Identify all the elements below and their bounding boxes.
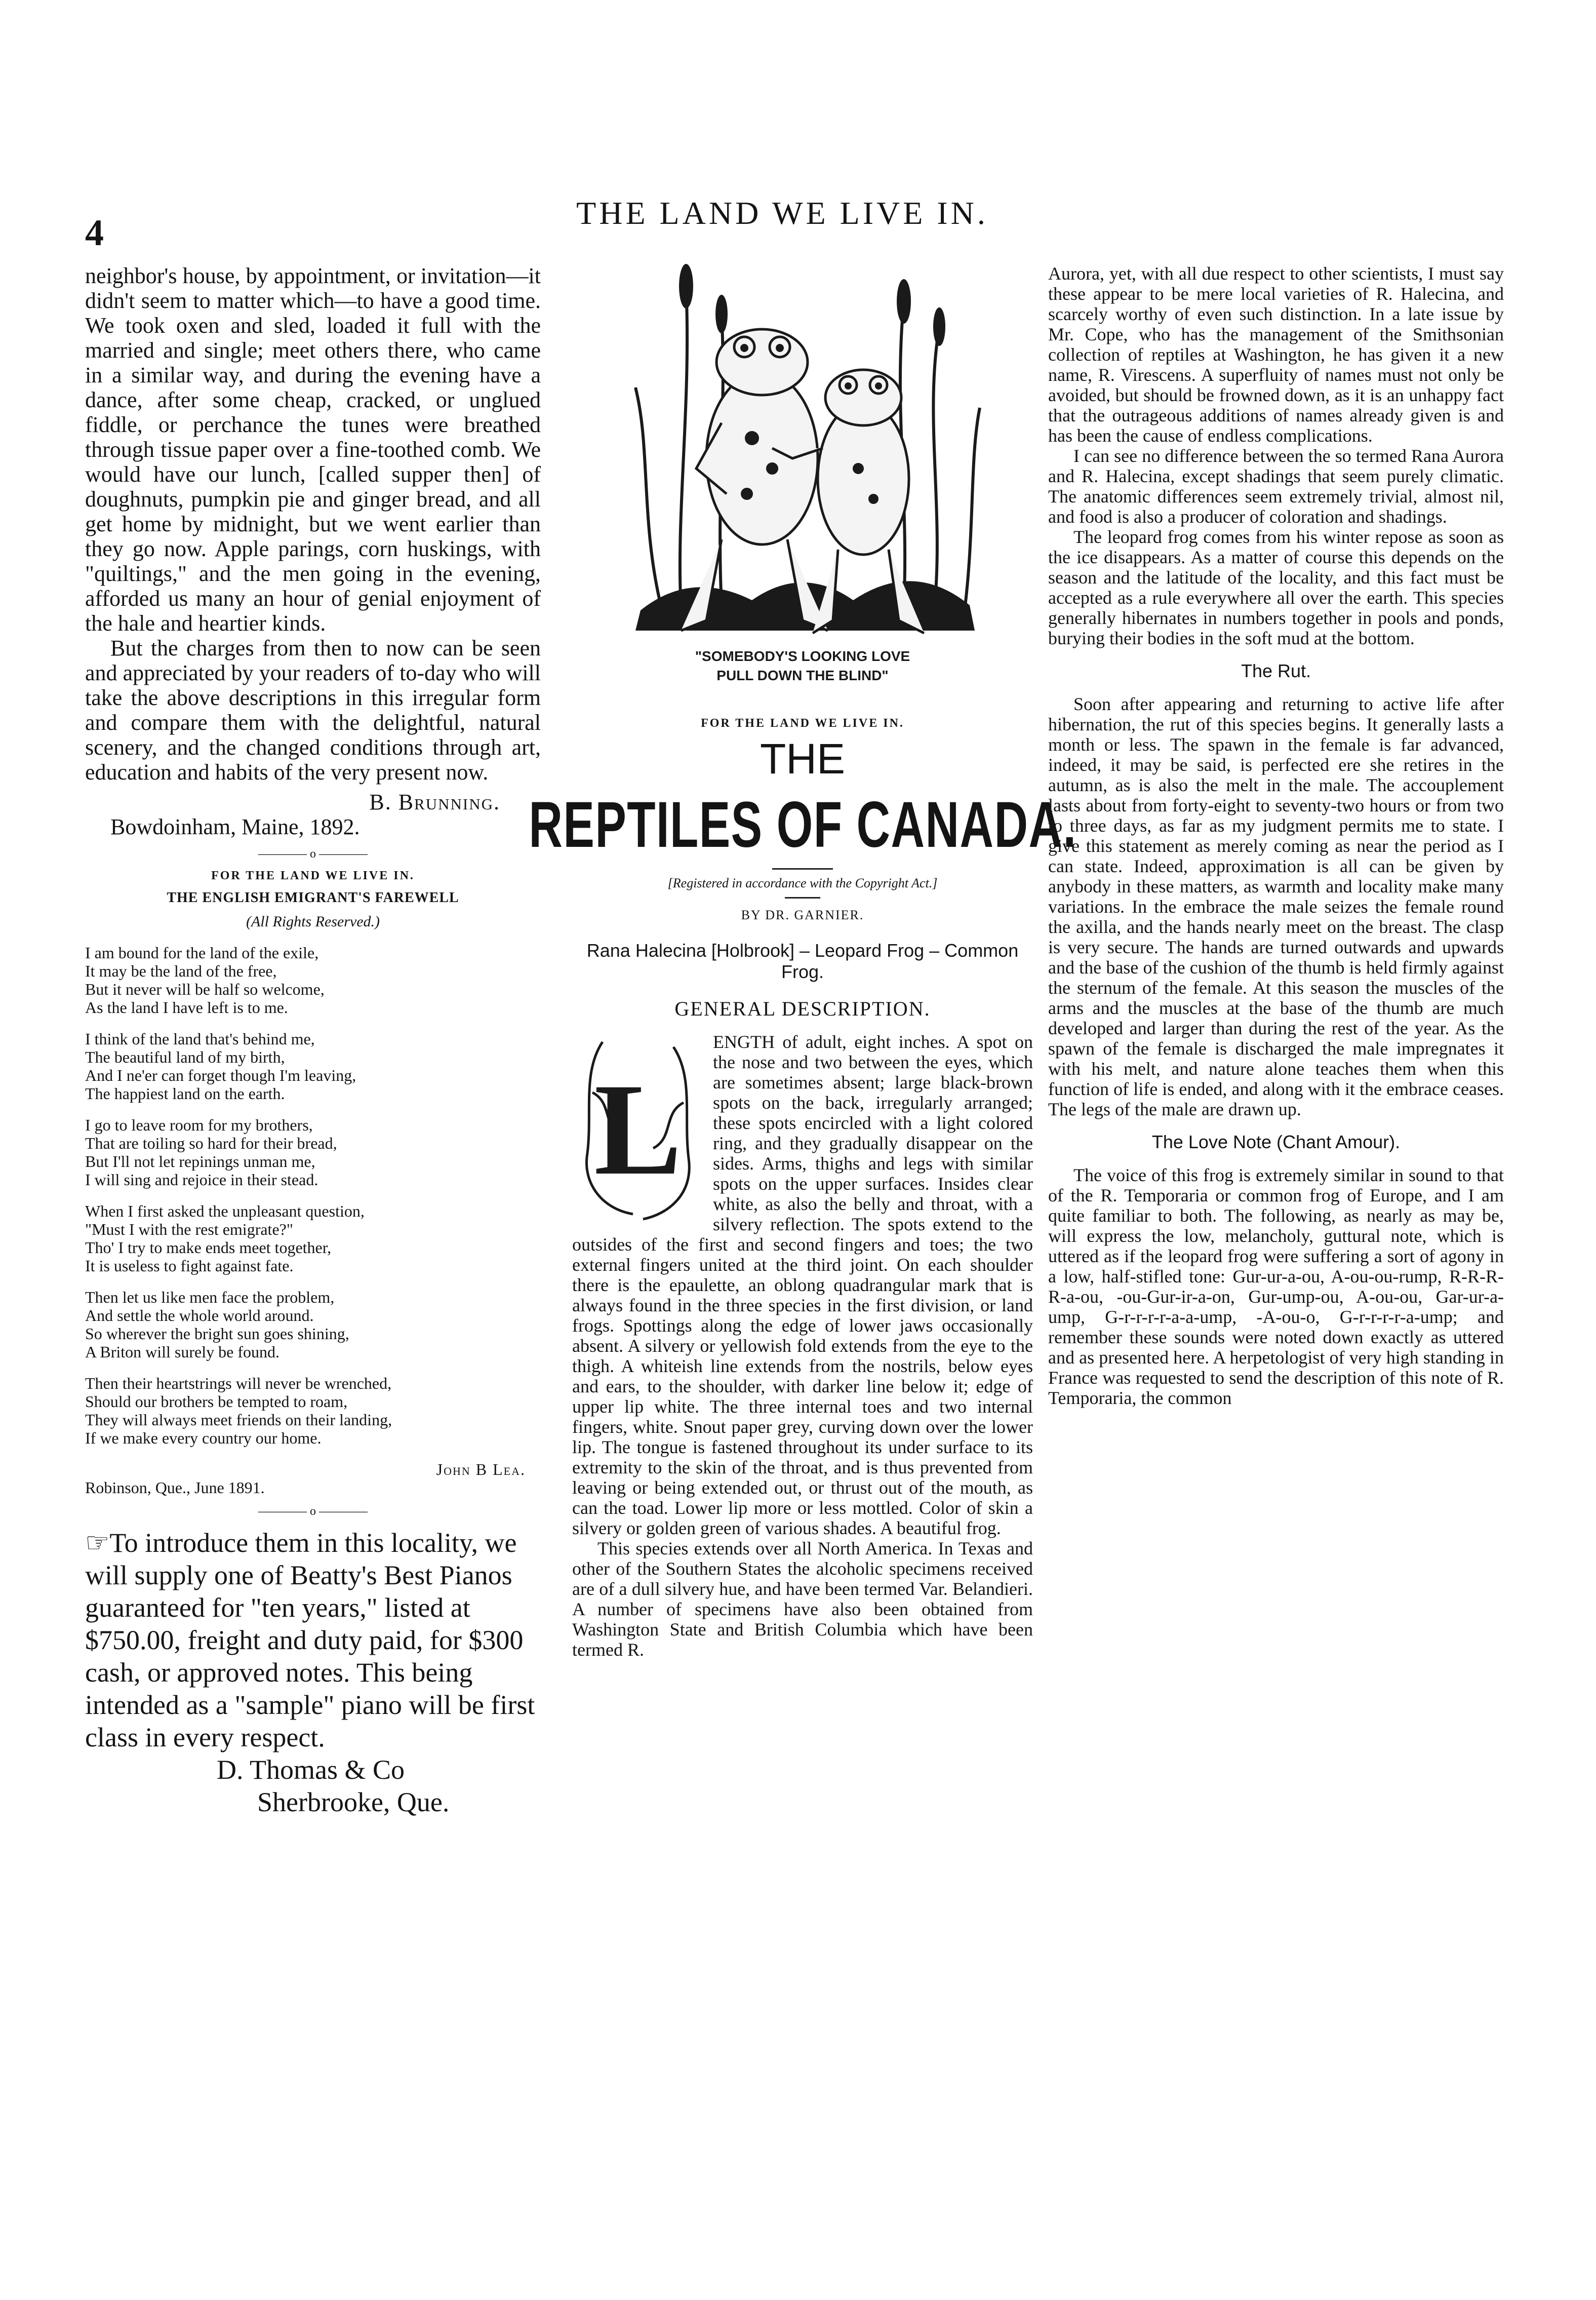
poem-line: That are toiling so hard for their bread, [85,1134,337,1152]
poem-line: The beautiful land of my birth, [85,1048,285,1066]
col2-paragraph-1-text: ENGTH of adult, eight inches. A spot on the nose and two between the eyes, which are sometimes absent; large black-brown spots on the back, irregularly arranged; these spots encircled with a light colored ring, and they gradually disappear on the sides. Arms, thighs and legs with similar spots on the upper surfaces. Insides clear white, as also the belly and throat, with a silvery reflection. The spots extend to the outsides of the first and second fingers and toes; the two external fingers united at the third joint. On each shoulder there is the epaulette, an oblong quadrangular mark that is always found in the three species in the first division, or land frogs. Spottings along the edge of lower jaws occasionally absent. A silvery or yellowish fold extends from the eye to the thigh. A whiteish line extends from the nostrils, below eyes and ears, to the shoulder, with darker line below it; edge of upper lip white. The three internal toes and two internal fingers, white. Snout paper grey, curving down over the lower lip. The tongue is fastened throughout its under surface to its extremity to the skin of the throat, and is thus prevented from leaving or being extended out, or thrust out of the mouth, as can the toad. Lower lip more or less mottled. Color of skin a silvery or golden green of various shades. A beautiful frog. [572,1032,1033,1538]
poem-line: I will sing and rejoice in their stead. [85,1171,318,1189]
divider [772,868,833,870]
poem-rights: (All Rights Reserved.) [246,913,380,930]
column-right [1048,263,1504,1408]
separator: ———— o ———— [258,847,368,861]
frog-couple-illustration [620,256,985,712]
poem-credit: FOR THE LAND WE LIVE IN. [211,869,415,882]
poem-line: Should our brothers be tempted to roam, [85,1392,348,1411]
poem-line: If we make every country our home. [85,1429,322,1447]
poem-line: "Must I with the rest emigrate?" [85,1220,293,1238]
stanza [85,1202,541,1275]
poem-line: Then let us like men face the problem, [85,1288,335,1306]
col1-paragraph-2: But the charges from then to now can be seen and appreciated by your readers of to-day who will take the above descriptions in this irregular form and compare them with the delightful, natural scenery, and the changed conditions through art, education and habits of the very present now. [85,636,541,785]
poem-line: I think of the land that's behind me, [85,1030,315,1048]
section-heading-love-note: The Love Note (Chant Amour). [1151,1132,1401,1152]
article-title: REPTILES OF CANADA. [528,789,1077,861]
ad-city: Sherbrooke, Que. [257,1787,450,1817]
poem-line: They will always meet friends on their landing, [85,1411,392,1429]
poem-line: It may be the land of the free, [85,962,277,980]
poem-line: As the land I have left is to me. [85,998,288,1017]
pointing-hand-icon: ☞ [85,1528,110,1558]
poem-line: I go to leave room for my brothers, [85,1116,313,1134]
poem-line: When I first asked the unpleasant question, [85,1202,365,1220]
ad-firm: D. Thomas & Co [217,1755,405,1785]
col2-paragraph-2: This species extends over all North America. In Texas and other of the Southern States the alcoholic specimens received are of a dull silvery hue, and have been termed Var. Belandieri. A number of specimens have also been obtained from Washington State and British Columbia which have been termed R. [572,1538,1033,1660]
article-title-wrap [528,788,1077,862]
place-date: Bowdoinham, Maine, 1892. [110,814,360,839]
poem-line: It is useless to fight against fate. [85,1257,294,1275]
poem-title: THE ENGLISH EMIGRANT'S FAREWELL [167,890,459,906]
poem-author: John B Lea. [436,1460,526,1478]
col3-paragraph-1: Aurora, yet, with all due respect to other scientists, I must say these appear to be mere local varieties of R. Halecina, and scarcely worthy of even such distinction. In a late issue by Mr. Cope, who has the management of the Smithsonian collection of reptiles at Washington, he has given it a new name, R. Virescens. A superfluity of names must not only be avoided, but should be frowned down, as it is an unhappy fact that the outrageous additions of names already given is and has been the cause of endless complications. [1048,263,1504,446]
running-title: THE LAND WE LIVE IN. [576,195,988,231]
species-heading: Rana Halecina [Holbrook] – Leopard Frog – Common Frog. [586,940,1019,982]
poem-line: But it never will be half so welcome, [85,980,325,998]
decorative-dropcap-icon [572,1032,704,1224]
col3-paragraph-5: The voice of this frog is extremely similar in sound to that of the R. Temporaria or common frog of Europe, and I am quite familiar to both. The following, as nearly as may be, will express the low, melancholy, guttural note, which is uttered as if the leopard frog were suffering a sort of agony in a low, half-stifled tone: Gur-ur-a-ou, A-ou-ou-rump, R-R-R-R-a-ou, -ou-Gur-ir-a-on, Gur-ump-ou, A-ou-ou, Gar-ur-a-ump, G-r-r-r-r-a-a-ump, -A-ou-o, G-r-r-r-r-a-ump; and remember these sounds were noted down exactly as uttered and as presented here. A herpetologist of very high standing in France was requested to send the description of this note of R. Temporaria, the common [1048,1165,1504,1408]
poem-place: Robinson, Que., June 1891. [85,1478,265,1497]
section-heading: GENERAL DESCRIPTION. [674,997,931,1020]
ad-text: To introduce them in this locality, we will supply one of Beatty's Best Pianos guaranteed for "ten years," listed at $750.00, freight and duty paid, for $300 cash, or approved notes. This being intended as a "sample" piano will be first class in every respect. [85,1528,535,1752]
stanza [85,1116,541,1189]
col2-paragraph-1 [572,1032,1033,1538]
copyright-notice: [Registered in accordance with the Copyright Act.] [667,876,938,890]
poem-line: So wherever the bright sun goes shining, [85,1324,349,1343]
poem-line: The happiest land on the earth. [85,1084,285,1103]
illustration-caption-2: PULL DOWN THE BLIND" [716,668,889,683]
poem-line: Then their heartstrings will never be wrenched, [85,1374,392,1392]
stanza [85,1288,541,1361]
stanza [85,1374,541,1447]
byline: BY DR. GARNIER. [741,908,864,922]
page-number: 4 [85,212,104,254]
col3-paragraph-3: The leopard frog comes from his winter repose as soon as the ice disappears. As a matter of course this depends on the season and the latitude of the locality, and this fact must be accepted as a rule everywhere all over the earth. This species generally hibernates in numbers together in pools and ponds, burying their bodies in the soft mud at the bottom. [1048,527,1504,648]
poem-line: But I'll not let repinings unman me, [85,1152,315,1171]
article-credit: FOR THE LAND WE LIVE IN. [701,717,904,730]
illustration-caption-1: "SOMEBODY'S LOOKING LOVE [695,648,910,664]
column-middle [528,256,1077,1660]
signature: B. Brunning. [369,790,500,814]
section-heading-rut: The Rut. [1241,660,1311,681]
divider [785,897,820,899]
poem-line: Tho' I try to make ends meet together, [85,1238,332,1257]
col1-paragraph-1: neighbor's house, by appointment, or invitation—it didn't seem to matter which—to have a good time. We took oxen and sled, loaded it full with the married and single; meet others there, who came in a similar way, and during the evening have a dance, after some cheap, cracked, or unglued fiddle, or perchance the tunes were breathed through tissue paper over a fine-toothed comb. We would have our lunch, [called supper then] of doughnuts, pumpkin pie and ginger bread, and all get home by midnight, but we went earlier than they go now. Apple parings, corn huskings, with "quiltings," and the men going in the evening, afforded us many an hour of genial enjoyment of the hale and heartier kinds. [85,263,541,636]
poem-line: I am bound for the land of the exile, [85,944,319,962]
stanza [85,944,541,1017]
separator: ———— o ———— [258,1505,368,1518]
col3-paragraph-4: Soon after appearing and returning to active life after hibernation, the rut of this species begins. It generally lasts a month or less. The spawn in the female is far advanced, indeed, it may be said, is perfected ere she retires in the autumn, as is also the melt in the male. The accouplement lasts about from forty-eight to seventy-two hours or from two to three days, as far as my judgment permits me to state. I give this statement as merely coming as near the period as I can state. Indeed, approximation is all can be given by anybody in these matters, as warmth and locality make many variations. In the embrace the male seizes the female round the axilla, and the hands nearly meet on the breast. The clasp is very secure. The hands are turned outwards and upwards and the base of the cushion of the thumb is held firmly against the sternum of the female. At this season the muscles of the arms and the muscles at the base of the thumb are much developed and larger than during the rest of the year. As the spawn of the female is discharged the male impregnates it with his melt, and nature alone teaches them when this function of life is ended, and along with it the embrace ceases. The legs of the male are drawn up. [1048,694,1504,1119]
poem-line: A Briton will surely be found. [85,1343,280,1361]
dropcap-letter: L [594,1057,682,1202]
article-title-the: THE [760,735,845,783]
stanza [85,1030,541,1103]
poem-line: And I ne'er can forget though I'm leaving, [85,1066,356,1084]
poem [85,944,541,1447]
poem-line: And settle the whole world around. [85,1306,314,1324]
piano-advertisement [85,1527,541,1818]
col3-paragraph-2: I can see no difference between the so termed Rana Aurora and R. Halecina, except shadings that seem purely climatic. The anatomic differences seem extremely trivial, almost nil, and food is also a producer of coloration and shadings. [1048,446,1504,527]
column-left [85,263,541,1818]
